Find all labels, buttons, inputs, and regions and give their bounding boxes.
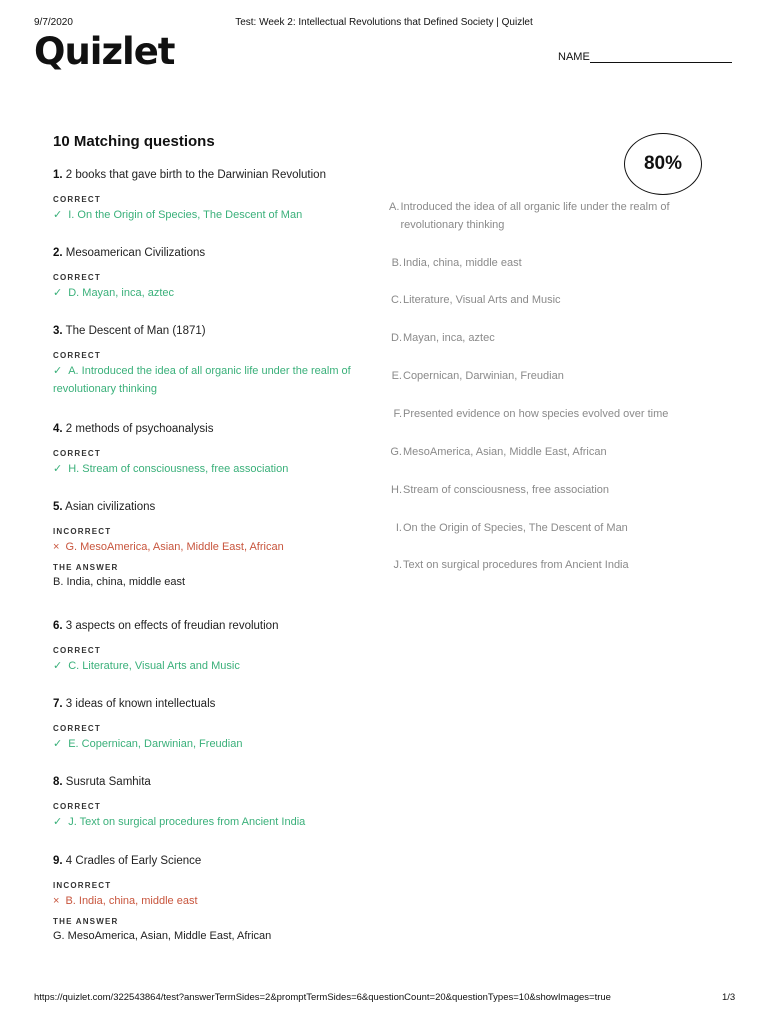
question-number: 8. <box>53 776 63 788</box>
choice-text: Stream of consciousness, free association <box>403 484 610 496</box>
question-number: 9. <box>53 855 63 867</box>
question-text: 3 aspects on effects of freudian revolution <box>65 620 279 632</box>
section-title: 10 Matching questions <box>53 133 215 150</box>
question-item <box>53 324 383 398</box>
question-number: 2. <box>53 247 63 259</box>
question-prompt <box>53 246 383 261</box>
answer-label: THE ANSWER <box>53 563 119 572</box>
question-prompt <box>53 324 383 339</box>
name-line <box>590 48 732 63</box>
question-prompt <box>53 619 383 634</box>
question-item <box>53 697 383 753</box>
cross-icon: × <box>53 895 60 907</box>
choice-letter: I. <box>395 522 402 534</box>
status-label: CORRECT <box>53 724 101 733</box>
chosen-answer: ✓ D. Mayan, inca, aztec <box>53 284 383 302</box>
choice-text: India, china, middle east <box>403 257 522 269</box>
choice-letter: A. <box>389 201 400 213</box>
choice-item <box>388 291 708 309</box>
question-prompt <box>53 697 383 712</box>
page-url: https://quizlet.com/322543864/test?answerTermSides=2&promptTermSides=6&questionCount=20&questionTypes=10&showImages=true <box>34 992 611 1003</box>
choice-text: Text on surgical procedures from Ancient India <box>403 559 629 571</box>
question-number: 6. <box>53 620 63 632</box>
question-text: 2 methods of psychoanalysis <box>65 423 214 435</box>
name-label: NAME <box>558 51 590 63</box>
choice-item <box>388 198 708 234</box>
choice-text: Mayan, inca, aztec <box>403 332 495 344</box>
question-prompt <box>53 500 383 515</box>
question-number: 4. <box>53 423 63 435</box>
choice-item <box>388 443 708 461</box>
choice-item <box>388 556 708 574</box>
status-label: CORRECT <box>53 351 101 360</box>
question-item <box>53 619 383 675</box>
print-title: Test: Week 2: Intellectual Revolutions that Defined Society | Quizlet <box>235 17 533 28</box>
question-prompt <box>53 854 383 869</box>
status-label: CORRECT <box>53 195 101 204</box>
page-number: 1/3 <box>722 992 736 1003</box>
question-text: Asian civilizations <box>65 501 156 513</box>
choice-item <box>388 405 708 423</box>
choice-letter: F. <box>393 408 402 420</box>
question-item <box>53 422 383 478</box>
question-text: The Descent of Man (1871) <box>65 325 206 337</box>
score-value: 80% <box>643 153 683 174</box>
check-icon: ✓ <box>53 287 63 299</box>
check-icon: ✓ <box>53 463 63 475</box>
question-text: 4 Cradles of Early Science <box>65 855 202 867</box>
question-item <box>53 854 383 942</box>
name-field <box>558 48 732 63</box>
status-label: CORRECT <box>53 802 101 811</box>
question-text: Susruta Samhita <box>65 776 151 788</box>
choice-text: Literature, Visual Arts and Music <box>403 294 561 306</box>
status-label: CORRECT <box>53 646 101 655</box>
score-circle <box>624 133 702 195</box>
chosen-answer: ✓ J. Text on surgical procedures from Ancient India <box>53 813 383 831</box>
status-label: CORRECT <box>53 449 101 458</box>
chosen-answer: ✓ H. Stream of consciousness, free association <box>53 460 383 478</box>
chosen-answer: ✓ I. On the Origin of Species, The Descent of Man <box>53 206 383 224</box>
status-label: CORRECT <box>53 273 101 282</box>
choice-letter: H. <box>391 484 402 496</box>
question-item <box>53 500 383 588</box>
question-item <box>53 168 383 224</box>
choice-letter: G. <box>390 446 402 458</box>
question-prompt <box>53 775 383 790</box>
chosen-answer: × B. India, china, middle east <box>53 892 383 910</box>
choice-letter: J. <box>393 559 402 571</box>
correct-answer: B. India, china, middle east <box>53 576 186 588</box>
question-item <box>53 775 383 831</box>
check-icon: ✓ <box>53 816 63 828</box>
cross-icon: × <box>53 541 60 553</box>
chosen-answer: ✓ E. Copernican, Darwinian, Freudian <box>53 735 383 753</box>
choice-item <box>388 367 708 385</box>
choice-text: Copernican, Darwinian, Freudian <box>403 370 564 382</box>
status-label: INCORRECT <box>53 527 112 536</box>
choice-letter: E. <box>391 370 402 382</box>
choice-item <box>388 254 708 272</box>
question-text: 3 ideas of known intellectuals <box>65 698 216 710</box>
question-prompt <box>53 422 383 437</box>
correct-answer: G. MesoAmerica, Asian, Middle East, African <box>53 930 272 942</box>
choice-letter: B. <box>391 257 402 269</box>
check-icon: ✓ <box>53 209 63 221</box>
question-prompt <box>53 168 383 183</box>
choice-text: Presented evidence on how species evolved over time <box>403 408 669 420</box>
check-icon: ✓ <box>53 365 63 377</box>
print-date: 9/7/2020 <box>34 17 73 28</box>
choice-text: Introduced the idea of all organic life under the realm of revolutionary thinking <box>400 201 670 231</box>
question-text: Mesoamerican Civilizations <box>65 247 206 259</box>
question-item <box>53 246 383 302</box>
answer-label: THE ANSWER <box>53 917 119 926</box>
choice-item <box>388 519 708 537</box>
chosen-answer: ✓ A. Introduced the idea of all organic life under the realm of revolutionary thinking <box>53 362 383 398</box>
chosen-answer: × G. MesoAmerica, Asian, Middle East, African <box>53 538 383 556</box>
quizlet-logo: Quizlet <box>34 30 175 73</box>
question-text: 2 books that gave birth to the Darwinian Revolution <box>65 169 326 181</box>
status-label: INCORRECT <box>53 881 112 890</box>
choice-text: On the Origin of Species, The Descent of Man <box>403 522 628 534</box>
question-number: 1. <box>53 169 63 181</box>
question-number: 7. <box>53 698 63 710</box>
chosen-answer: ✓ C. Literature, Visual Arts and Music <box>53 657 383 675</box>
question-number: 3. <box>53 325 63 337</box>
check-icon: ✓ <box>53 660 63 672</box>
choice-letter: C. <box>391 294 402 306</box>
choice-item <box>388 329 708 347</box>
question-number: 5. <box>53 501 63 513</box>
check-icon: ✓ <box>53 738 63 750</box>
choice-letter: D. <box>391 332 402 344</box>
choice-item <box>388 481 708 499</box>
choice-text: MesoAmerica, Asian, Middle East, African <box>403 446 607 458</box>
